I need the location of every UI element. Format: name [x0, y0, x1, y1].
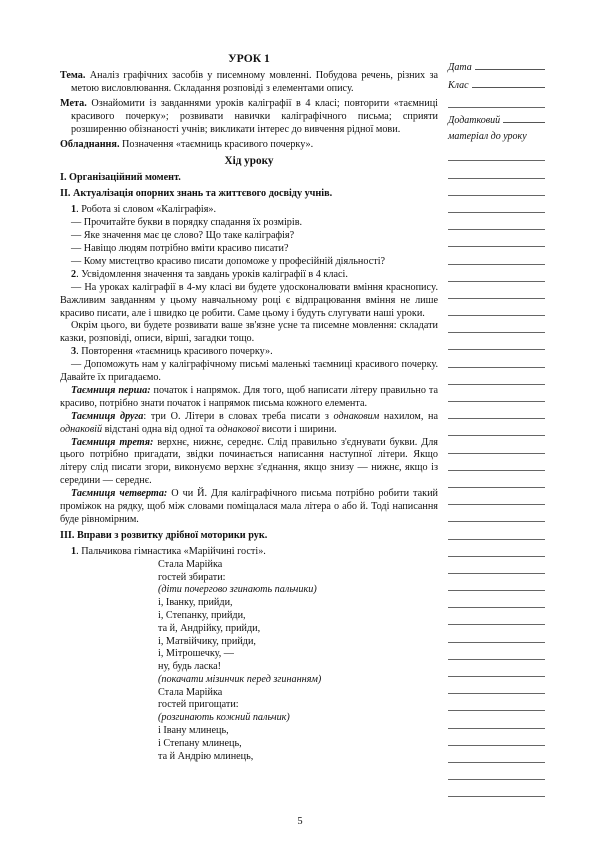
date-line: [475, 69, 545, 70]
poem-line: і Степану млинець,: [158, 737, 242, 749]
margin-line: [448, 729, 545, 746]
paragraph-lessons: — На уроках каліграфії в 4-му класі ви будете удосконалювати вміння краснописy. Важливим завданням у цьому навчальному році є відпрацювання вміння не лише красиво писати, але і швидко це робити. Саме цьому і будуть слугувати наші уроки.: [60, 281, 438, 319]
secret-2-emph-2: однаковій: [60, 423, 103, 435]
margin-line: [448, 179, 545, 196]
secret-1-label: Таємниця перша:: [71, 384, 151, 396]
margin-line: [448, 436, 545, 453]
item-2: [60, 269, 438, 282]
class-field: [448, 73, 545, 91]
margin-line: [448, 402, 545, 419]
secret-1: [60, 385, 438, 411]
item-3-number: 3: [71, 346, 77, 358]
item-1-text: . Робота зі словом «Каліграфія».: [76, 204, 217, 216]
poem-line: і, Іванку, прийди,: [158, 597, 233, 609]
meta-label: Мета.: [60, 97, 87, 109]
item-1-number: 1: [71, 204, 77, 216]
tema-paragraph: [60, 70, 438, 96]
finger-game-poem: [60, 559, 438, 764]
margin-line: [448, 196, 545, 213]
margin-line: [448, 625, 545, 642]
poem-line: ну, будь ласка!: [158, 661, 222, 673]
item-2-number: 2: [71, 268, 77, 280]
extra-material-label-2: матеріал до уроку: [448, 131, 527, 143]
question-2: — Яке значення має це слово? Що таке каліграфія?: [71, 230, 295, 242]
margin-line: [448, 91, 545, 108]
equipment-label: Обладнання.: [60, 138, 120, 150]
lesson-title: УРОК 1: [228, 52, 270, 65]
secret-2: [60, 411, 438, 437]
margin-line: [448, 282, 545, 299]
section-1-heading: I. Організаційний момент.: [60, 172, 181, 184]
question-1: — Прочитайте букви в порядку спадання їх розмірів.: [71, 217, 303, 229]
poem-line: і, Мітрошечку, —: [158, 648, 234, 660]
margin-line: [448, 213, 545, 230]
margin-line: [448, 265, 545, 282]
extra-material-field: [448, 108, 545, 126]
poem-line: і, Степанку, прийди,: [158, 609, 246, 621]
item-4-number: 1: [71, 545, 77, 557]
margin-line: [448, 161, 545, 178]
extra-material-label-1: Додатковий: [448, 115, 501, 127]
item-2-text: . Усвідомлення значення та завдань уроків каліграфії в 4 класі.: [76, 268, 348, 280]
margin-line: [448, 746, 545, 763]
lesson-flow-title: Хід уроку: [224, 155, 274, 168]
question-4: — Кому мистецтво красиво писати допоможе у професійній діяльності?: [71, 255, 386, 267]
margin-line: [448, 711, 545, 728]
poem-line: і Івану млинець,: [158, 725, 229, 737]
margin-lines: [448, 144, 545, 797]
date-field: [448, 55, 545, 73]
margin-line: [448, 643, 545, 660]
margin-line: [448, 574, 545, 591]
margin-line: [448, 299, 545, 316]
secret-1-text: початок і напрямок. Для того, щоб написати літеру правильно та красиво, потрібно знати початок і напрямок письма кожного елемента.: [60, 384, 438, 409]
margin-line: [448, 522, 545, 539]
tema-label: Тема.: [60, 70, 86, 81]
secret-2-text-d: висоти і ширини.: [259, 423, 337, 435]
poem-stage-direction: (покачати мізинчик перед згинанням): [158, 673, 322, 685]
item-3: [60, 346, 438, 359]
section-2-heading: II. Актуалізація опорних знань та життєвого досвіду учнів.: [60, 188, 333, 200]
margin-line: [448, 230, 545, 247]
item-4-text: . Пальчикова гімнастика «Марійчині гості».: [76, 545, 266, 557]
margin-line: [448, 316, 545, 333]
meta-paragraph: [60, 98, 438, 137]
margin-line: [448, 144, 545, 161]
question-3: — Навіщо людям потрібно вміти красиво писати?: [71, 242, 289, 254]
class-label: Клас: [448, 80, 469, 91]
extra-material-line: [503, 122, 545, 123]
margin-line: [448, 488, 545, 505]
secret-2-text-a: : три О. Літери в словах треба писати з: [143, 410, 334, 422]
margin-line: [448, 368, 545, 385]
tema-text: Аналіз графічних засобів у писемному мовленні. Побудова речень, різних за метою висловлювання. Складання розповіді з елементами опису.: [71, 70, 438, 94]
class-line: [472, 87, 545, 88]
margin-line: [448, 660, 545, 677]
secret-3-label: Таємниця третя:: [71, 436, 154, 448]
margin-line: [448, 557, 545, 574]
item-1: [60, 204, 438, 217]
equipment-text: Позначення «таємниць красивого почерку».: [119, 138, 314, 150]
margin-line: [448, 247, 545, 264]
poem-line: Стала Марійка: [158, 686, 223, 698]
date-label: Дата: [448, 62, 472, 73]
margin-line: [448, 350, 545, 367]
margin-line: [448, 780, 545, 797]
margin-line: [448, 419, 545, 436]
margin-line: [448, 540, 545, 557]
secret-3-text: верхнє, нижнє, середнє. Слід правильно з'єднувати букви. Для цього потрібно пригадати, звідки починається написання наступної літери. Якщо літеру слід писати згори, виконуємо верхнє з'єднання, якщо знизу — нижнє, якщо із середини — середнє.: [60, 436, 438, 487]
poem-line: гостей збирати:: [158, 571, 226, 583]
poem-line: та й Андрію млинець,: [158, 750, 254, 762]
equipment-paragraph: [60, 139, 438, 152]
margin-line: [448, 608, 545, 625]
section-3-heading: III. Вправи з розвитку дрібної моторики рук.: [60, 529, 268, 541]
margin-line: [448, 471, 545, 488]
margin-line: [448, 677, 545, 694]
item-4: [60, 546, 438, 559]
poem-line: Стала Марійка: [158, 558, 223, 570]
poem-line: та й, Андрійку, прийди,: [158, 622, 261, 634]
meta-text: Ознайомити із завданнями уроків каліграфії в 4 класі; повторити «таємниці красивого почерку»; розвивати навички каліграфічного письма; сприяти розширенню обізнаності учнів; викликати інтерес до вивчення рідної мови.: [71, 97, 438, 135]
paragraph-besides: Окрім цього, ви будете розвивати ваше зв'язне усне та писемне мовлення: складати казки, розповіді, описи, вірші, загадки тощо.: [60, 320, 438, 345]
margin-line: [448, 763, 545, 780]
margin-line: [448, 333, 545, 350]
margin-notes-column: [448, 55, 545, 797]
lesson-content: [60, 52, 438, 763]
paragraph-help: — Допоможуть нам у каліграфічному письмі маленькі таємниці красивого почерку. Давайте їх пригадаємо.: [60, 359, 438, 384]
secret-4: [60, 488, 438, 527]
secret-2-text-b: нахилом, на: [379, 410, 438, 422]
secret-2-emph-1: однаковим: [333, 410, 380, 422]
margin-line: [448, 385, 545, 402]
margin-line: [448, 694, 545, 711]
page-number: 5: [297, 816, 303, 827]
secret-2-label: Таємниця друга: [71, 410, 144, 422]
poem-line: і, Матвійчику, прийди,: [158, 635, 256, 647]
secret-4-text: О чи Й. Для каліграфічного письма потрібно робити такий проміжок на рядку, щоб між словами поміщалася мала літера о або й. Тоді написання буде рівномірним.: [60, 488, 438, 525]
poem-stage-direction: (діти почергово згинають пальчики): [158, 584, 317, 596]
secret-3: [60, 437, 438, 489]
secret-2-emph-3: однакової: [217, 423, 260, 435]
secret-4-label: Таємниця четверта:: [71, 488, 168, 500]
margin-line: [448, 591, 545, 608]
margin-line: [448, 505, 545, 522]
secret-2-text-c: відстані одна від одної та: [102, 423, 218, 435]
item-3-text: . Повторення «таємниць красивого почерку».: [76, 346, 273, 358]
poem-line: гостей пригощати:: [158, 699, 239, 711]
margin-line: [448, 454, 545, 471]
poem-stage-direction: (розгинають кожний пальчик): [158, 712, 290, 724]
